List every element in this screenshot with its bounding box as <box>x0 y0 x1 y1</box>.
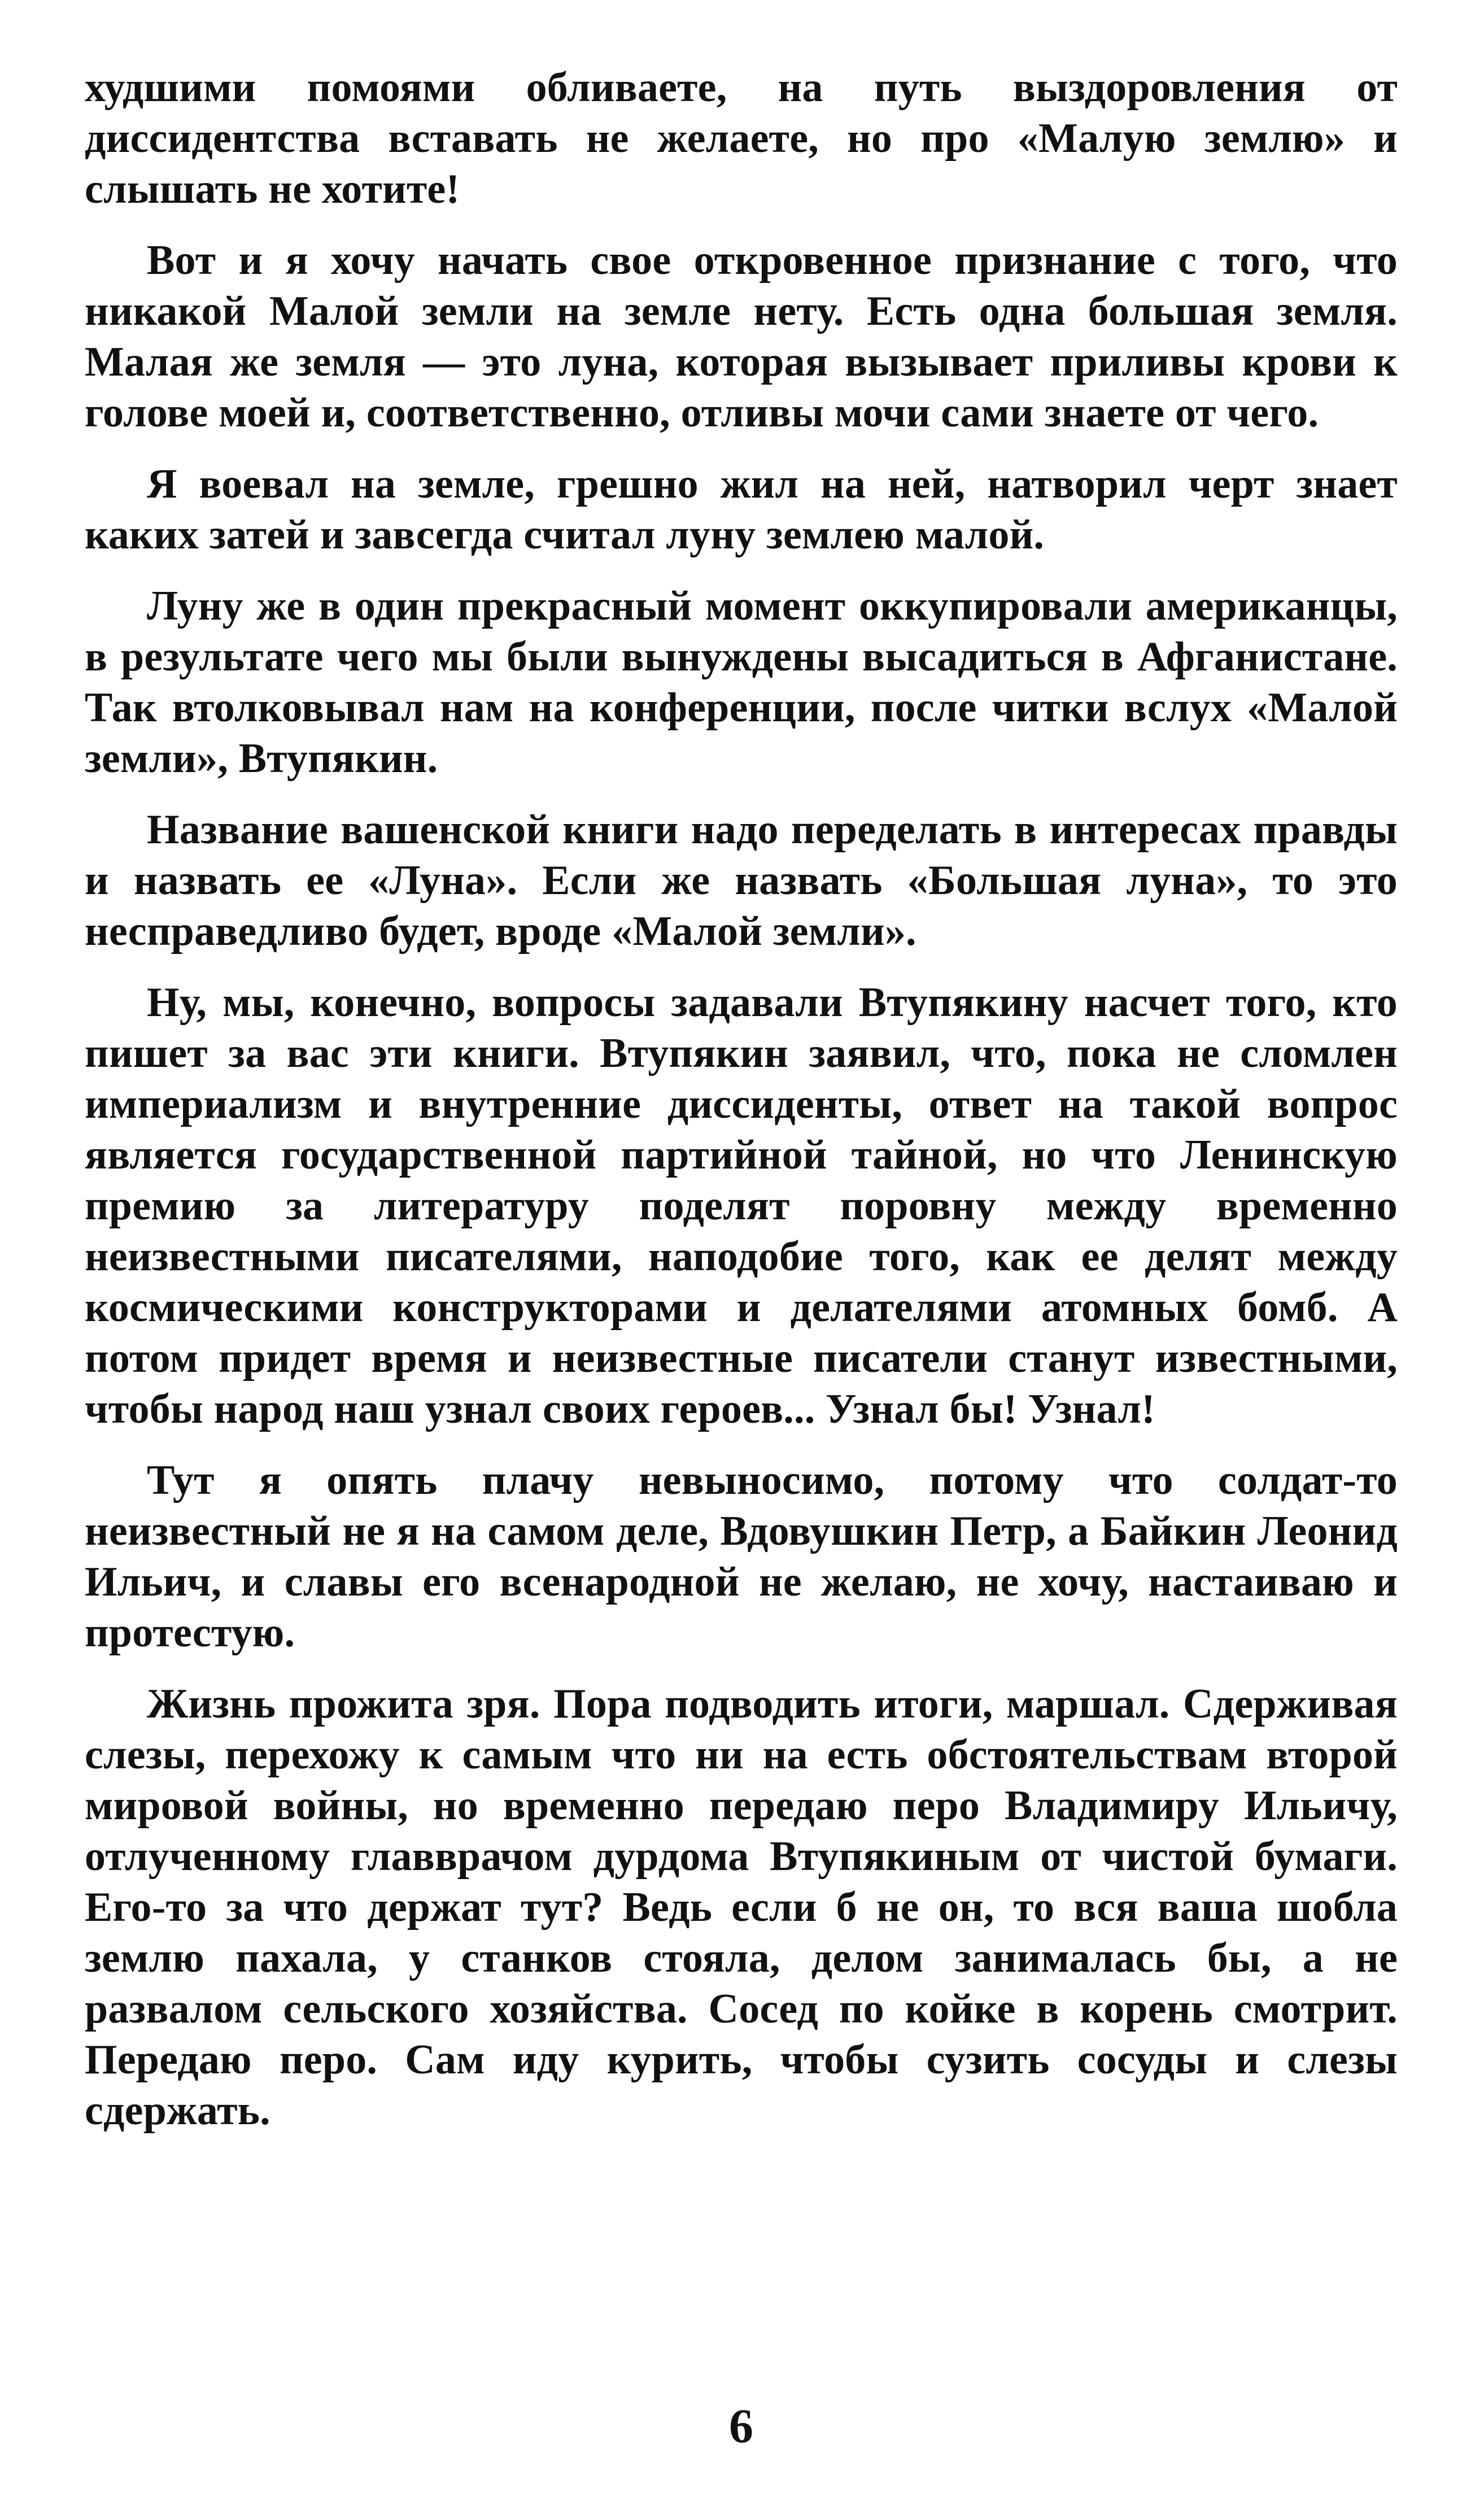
paragraph-5: Название вашенской книги надо переделать в интересах правды и назвать ее «Луна». Если же назвать «Большая луна», то это несправедливо будет, вроде «Малой земли». <box>85 807 1398 955</box>
paragraph-3: Я воевал на земле, грешно жил на ней, натворил черт знает каких затей и завсегда считал луну землею малой. <box>85 461 1398 558</box>
paragraph-6: Ну, мы, конечно, вопросы задавали Втупякину насчет того, кто пишет за вас эти книги. Втупякин заявил, что, пока не сломлен империализм и внутренние диссиденты, ответ на такой вопрос является государственной партийной тайной, но что Ленинскую премию за литературу поделят поровну между временно неизвестными писателями, наподобие того, как ее делят между космическими конструкторами и делателями атомных бомб. А потом придет время и неизвестные писатели станут известными, чтобы народ наш узнал своих героев... Узнал бы! Узнал! <box>85 979 1398 1432</box>
paragraph-8: Жизнь прожита зря. Пора подводить итоги, маршал. Сдерживая слезы, перехожу к самым что ни на есть обстоятельствам второй мировой войны, но временно передаю перо Владимиру Ильичу, отлученному главврачом дурдома Втупякиным от чистой бумаги. Его-то за что держат тут? Ведь если б не он, то вся ваша шобла землю пахала, у станков стояла, делом занималась бы, а не развалом сельского хозяйства. Сосед по койке в корень смотрит. Передаю перо. Сам иду курить, чтобы сузить сосуды и слезы сдержать. <box>85 1681 1398 2134</box>
paragraph-7: Тут я опять плачу невыносимо, потому что солдат-то неизвестный не я на самом деле, Вдовушкин Петр, а Байкин Леонид Ильич, и славы его всенародной не желаю, не хочу, настаиваю и протестую. <box>85 1457 1398 1656</box>
paragraph-4: Луну же в один прекрасный момент оккупировали американцы, в результате чего мы были вынуждены высадиться в Афганистане. Так втолковывал нам на конференции, после читки вслух «Малой земли», Втупякин. <box>85 583 1398 782</box>
paragraph-1: худшими помоями обливаете, на путь выздоровления от диссидентства вставать не желаете, но про «Малую землю» и слышать не хотите! <box>85 64 1398 212</box>
book-page <box>85 62 1398 2453</box>
page-number: 6 <box>729 2399 753 2453</box>
paragraph-2: Вот и я хочу начать свое откровенное признание с того, что никакой Малой земли на земле нету. Есть одна большая земля. Малая же земля — это луна, которая вызывает приливы крови к голове моей и, соответственно, отливы мочи сами знаете от чего. <box>85 237 1398 436</box>
